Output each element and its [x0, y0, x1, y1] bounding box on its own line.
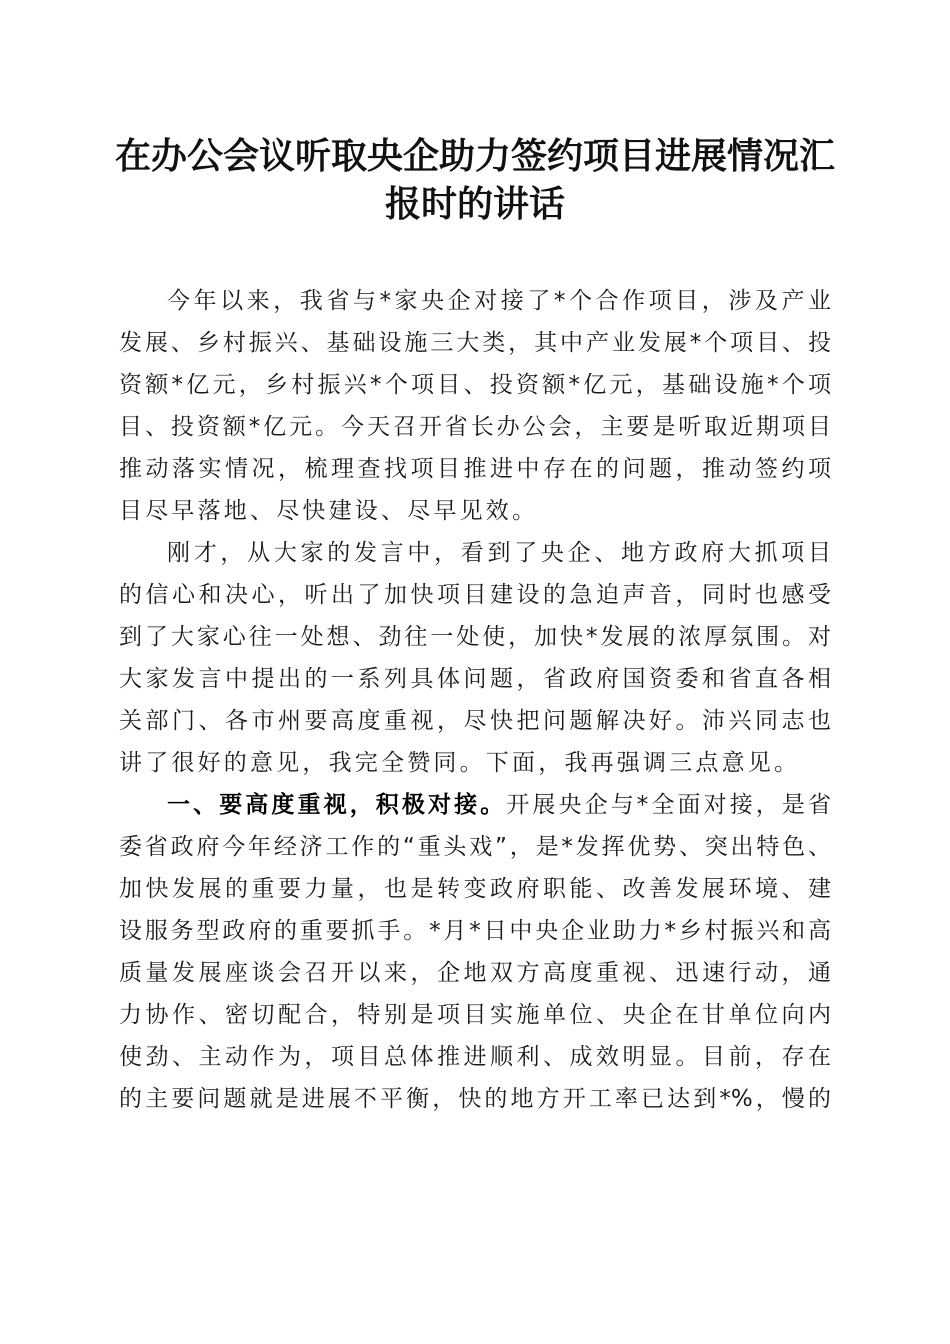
paragraph-line: 委省政府今年经济工作的“重头戏”，是*发挥优势、突出特色、 [119, 834, 831, 860]
paragraph-line: 的主要问题就是进展不平衡，快的地方开工率已达到*%，慢的 [119, 1086, 831, 1112]
paragraph-2 [119, 532, 831, 784]
paragraph-line: 力协作、密切配合，特别是项目实施单位、央企在甘单位向内 [119, 1002, 831, 1028]
paragraph-line: 目、投资额*亿元。今天召开省长办公会，主要是听取近期项目 [119, 414, 831, 440]
document-body [119, 280, 831, 1120]
title-line-2: 报时的讲话 [384, 183, 565, 225]
paragraph-line: 推动落实情况，梳理查找项目推进中存在的问题，推动签约项 [119, 456, 831, 482]
paragraph-line: 设服务型政府的重要抓手。*月*日中央企业助力*乡村振兴和高 [119, 918, 831, 944]
title-line-1: 在办公会议听取央企助力签约项目进展情况汇 [114, 135, 835, 177]
paragraph-line: 发展、乡村振兴、基础设施三大类，其中产业发展*个项目、投 [119, 330, 831, 356]
paragraph-text: 开展央企与*全面对接，是省 [506, 792, 832, 818]
paragraph-line: 关部门、各市州要高度重视，尽快把问题解决好。沛兴同志也 [119, 708, 831, 734]
paragraph-line [119, 784, 831, 826]
paragraph-line: 到了大家心往一处想、劲往一处使，加快*发展的浓厚氛围。对 [119, 624, 831, 650]
paragraph-1 [119, 280, 831, 532]
paragraph-line: 目尽早落地、尽快建设、尽早见效。 [119, 498, 539, 524]
paragraph-line: 加快发展的重要力量，也是转变政府职能、改善发展环境、建 [119, 876, 831, 902]
paragraph-line: 大家发言中提出的一系列具体问题，省政府国资委和省直各相 [119, 666, 831, 692]
paragraph-line: 的信心和决心，听出了加快项目建设的急迫声音，同时也感受 [119, 582, 831, 608]
paragraph-line: 今年以来，我省与*家央企对接了*个合作项目，涉及产业 [167, 288, 831, 314]
paragraph-3 [119, 784, 831, 1120]
section-heading: 一、要高度重视，积极对接。 [167, 792, 507, 818]
paragraph-line: 质量发展座谈会召开以来，企地双方高度重视、迅速行动，通 [119, 960, 831, 986]
document-title [110, 132, 840, 228]
paragraph-line: 刚才，从大家的发言中，看到了央企、地方政府大抓项目 [167, 540, 831, 566]
paragraph-line: 使劲、主动作为，项目总体推进顺利、成效明显。目前，存在 [119, 1044, 831, 1070]
paragraph-line: 资额*亿元，乡村振兴*个项目、投资额*亿元，基础设施*个项 [119, 372, 831, 398]
paragraph-line: 讲了很好的意见，我完全赞同。下面，我再强调三点意见。 [119, 750, 801, 776]
